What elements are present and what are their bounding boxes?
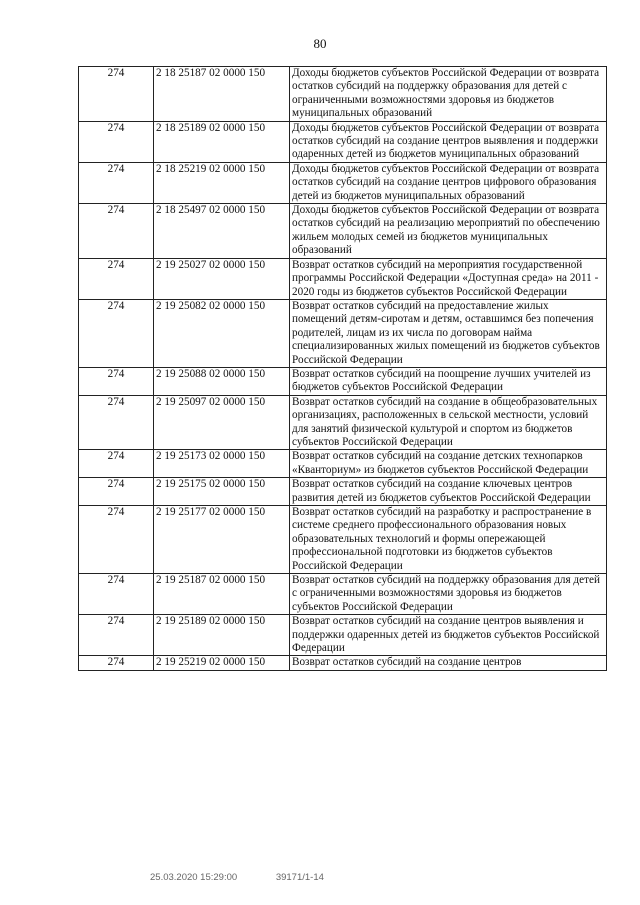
admin-code-cell: 274 <box>79 395 154 450</box>
description-cell: Возврат остатков субсидий на разработку и распространение в системе среднего профессионального образования новых образовательных технологий и формы опережающей профессиональной подготовки из бюджетов субъектов Российской Федерации <box>290 506 607 574</box>
budget-code-cell: 2 18 25219 02 0000 150 <box>154 162 290 203</box>
table-row <box>79 162 607 203</box>
budget-code-cell: 2 19 25177 02 0000 150 <box>154 506 290 574</box>
table-row <box>79 506 607 574</box>
description-cell: Доходы бюджетов субъектов Российской Федерации от возврата остатков субсидий на создание центров выявления и поддержки одаренных детей из бюджетов муниципальных образований <box>290 121 607 162</box>
budget-code-cell: 2 19 25189 02 0000 150 <box>154 615 290 656</box>
admin-code-cell: 274 <box>79 162 154 203</box>
table-row <box>79 656 607 670</box>
admin-code-cell: 274 <box>79 299 154 367</box>
table-row <box>79 299 607 367</box>
admin-code-cell: 274 <box>79 615 154 656</box>
budget-code-cell: 2 19 25097 02 0000 150 <box>154 395 290 450</box>
footer-timestamp: 25.03.2020 15:29:00 <box>150 872 238 883</box>
budget-code-cell: 2 19 25173 02 0000 150 <box>154 450 290 478</box>
budget-code-cell: 2 19 25175 02 0000 150 <box>154 478 290 506</box>
description-cell: Возврат остатков субсидий на создание центров <box>290 656 607 670</box>
budget-code-cell: 2 19 25082 02 0000 150 <box>154 299 290 367</box>
table-row <box>79 395 607 450</box>
budget-code-cell: 2 18 25187 02 0000 150 <box>154 67 290 122</box>
admin-code-cell: 274 <box>79 121 154 162</box>
description-cell: Возврат остатков субсидий на создание детских технопарков «Кванториум» из бюджетов субъектов Российской Федерации <box>290 450 607 478</box>
description-cell: Возврат остатков субсидий на мероприятия государственной программы Российской Федерации «Доступная среда» на 2011 - 2020 годы из бюджетов субъектов Российской Федерации <box>290 258 607 299</box>
description-cell: Доходы бюджетов субъектов Российской Федерации от возврата остатков субсидий на создание центров цифрового образования детей из бюджетов муниципальных образований <box>290 162 607 203</box>
table-row <box>79 367 607 395</box>
description-cell: Возврат остатков субсидий на создание центров выявления и поддержки одаренных детей из бюджетов субъектов Российской Федерации <box>290 615 607 656</box>
budget-code-cell: 2 19 25219 02 0000 150 <box>154 656 290 670</box>
table-row <box>79 450 607 478</box>
admin-code-cell: 274 <box>79 450 154 478</box>
admin-code-cell: 274 <box>79 367 154 395</box>
table-row <box>79 121 607 162</box>
admin-code-cell: 274 <box>79 574 154 615</box>
description-cell: Возврат остатков субсидий на создание в общеобразовательных организациях, расположенных в сельской местности, условий для занятий физической культурой и спортом из бюджетов субъектов Российской Федерации <box>290 395 607 450</box>
budget-code-cell: 2 19 25088 02 0000 150 <box>154 367 290 395</box>
table-row <box>79 204 607 259</box>
description-cell: Возврат остатков субсидий на предоставление жилых помещений детям-сиротам и детям, оставшимся без попечения родителей, лицам из их числа по договорам найма специализированных жилых помещений из бюджетов субъектов Российской Федерации <box>290 299 607 367</box>
table-row <box>79 478 607 506</box>
page-number: 80 <box>313 36 327 51</box>
admin-code-cell: 274 <box>79 204 154 259</box>
admin-code-cell: 274 <box>79 67 154 122</box>
admin-code-cell: 274 <box>79 478 154 506</box>
description-cell: Доходы бюджетов субъектов Российской Федерации от возврата остатков субсидий на поддержку образования для детей с ограниченными возможностями здоровья из бюджетов муниципальных образований <box>290 67 607 122</box>
budget-code-cell: 2 19 25027 02 0000 150 <box>154 258 290 299</box>
footer-doc-id: 39171/1-14 <box>275 872 324 883</box>
budget-code-cell: 2 19 25187 02 0000 150 <box>154 574 290 615</box>
description-cell: Возврат остатков субсидий на создание ключевых центров развития детей из бюджетов субъектов Российской Федерации <box>290 478 607 506</box>
budget-code-cell: 2 18 25189 02 0000 150 <box>154 121 290 162</box>
description-cell: Доходы бюджетов субъектов Российской Федерации от возврата остатков субсидий на реализацию мероприятий по обеспечению жильем молодых семей из бюджетов муниципальных образований <box>290 204 607 259</box>
description-cell: Возврат остатков субсидий на поддержку образования для детей с ограниченными возможностями здоровья из бюджетов субъектов Российской Федерации <box>290 574 607 615</box>
description-cell: Возврат остатков субсидий на поощрение лучших учителей из бюджетов субъектов Российской Федерации <box>290 367 607 395</box>
table-row <box>79 258 607 299</box>
budget-codes-table <box>78 66 607 671</box>
admin-code-cell: 274 <box>79 656 154 670</box>
budget-code-cell: 2 18 25497 02 0000 150 <box>154 204 290 259</box>
admin-code-cell: 274 <box>79 258 154 299</box>
admin-code-cell: 274 <box>79 506 154 574</box>
table-row <box>79 615 607 656</box>
table-row <box>79 67 607 122</box>
table-row <box>79 574 607 615</box>
footer <box>150 872 360 883</box>
